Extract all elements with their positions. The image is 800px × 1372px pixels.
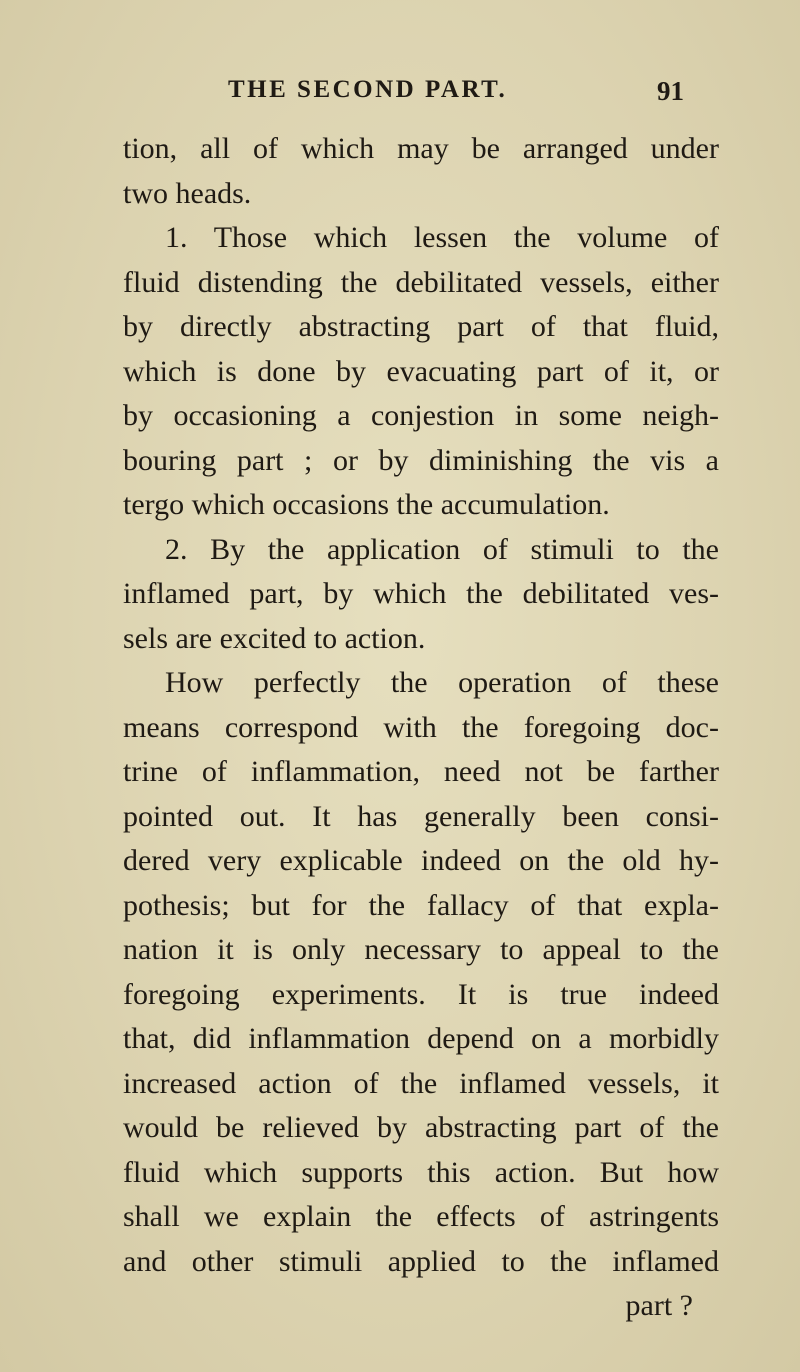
page-number: 91 xyxy=(657,76,684,106)
text-line: pothesis; but for the fallacy of that expla- xyxy=(123,888,719,922)
page-header xyxy=(228,76,684,116)
text-line: How perfectly the operation of these xyxy=(165,666,719,699)
text-line: dered very explicable indeed on the old hy- xyxy=(123,844,719,877)
text-line: fluid distending the debilitated vessels, either xyxy=(123,265,719,299)
text-line: that, did inflammation depend on a morbidly xyxy=(123,1022,719,1055)
body-text xyxy=(123,127,719,1329)
text-line: would be relieved by abstracting part of the xyxy=(123,1111,719,1144)
text-line: inflamed part, by which the debilitated ves- xyxy=(123,577,719,610)
text-line: bouring part ; or by diminishing the vis a xyxy=(123,443,719,477)
text-line: tergo which occasions the accumulation. xyxy=(123,488,610,521)
text-line: sels are excited to action. xyxy=(123,621,426,655)
text-line: two heads. xyxy=(123,176,252,210)
text-line: by directly abstracting part of that fluid, xyxy=(123,310,719,343)
text-line: increased action of the inflamed vessels, it xyxy=(123,1066,719,1100)
text-line: 2. By the application of stimuli to the xyxy=(165,532,719,566)
running-title: THE SECOND PART. xyxy=(228,76,508,103)
text-line: by occasioning a conjestion in some neigh- xyxy=(123,399,719,432)
catchword: part ? xyxy=(625,1289,693,1322)
text-line: shall we explain the effects of astringents xyxy=(123,1200,719,1233)
text-line: tion, all of which may be arranged under xyxy=(123,132,719,165)
text-line: 1. Those which lessen the volume of xyxy=(165,221,719,254)
text-line: foregoing experiments. It is true indeed xyxy=(123,977,719,1011)
text-line: means correspond with the foregoing doc- xyxy=(123,710,719,744)
text-line: nation it is only necessary to appeal to the xyxy=(123,933,719,966)
text-line: trine of inflammation, need not be farther xyxy=(123,755,719,788)
text-line: pointed out. It has generally been consi- xyxy=(123,799,719,833)
text-line: and other stimuli applied to the inflamed xyxy=(123,1244,719,1278)
text-line: fluid which supports this action. But how xyxy=(123,1155,719,1189)
text-line: which is done by evacuating part of it, or xyxy=(123,354,719,388)
